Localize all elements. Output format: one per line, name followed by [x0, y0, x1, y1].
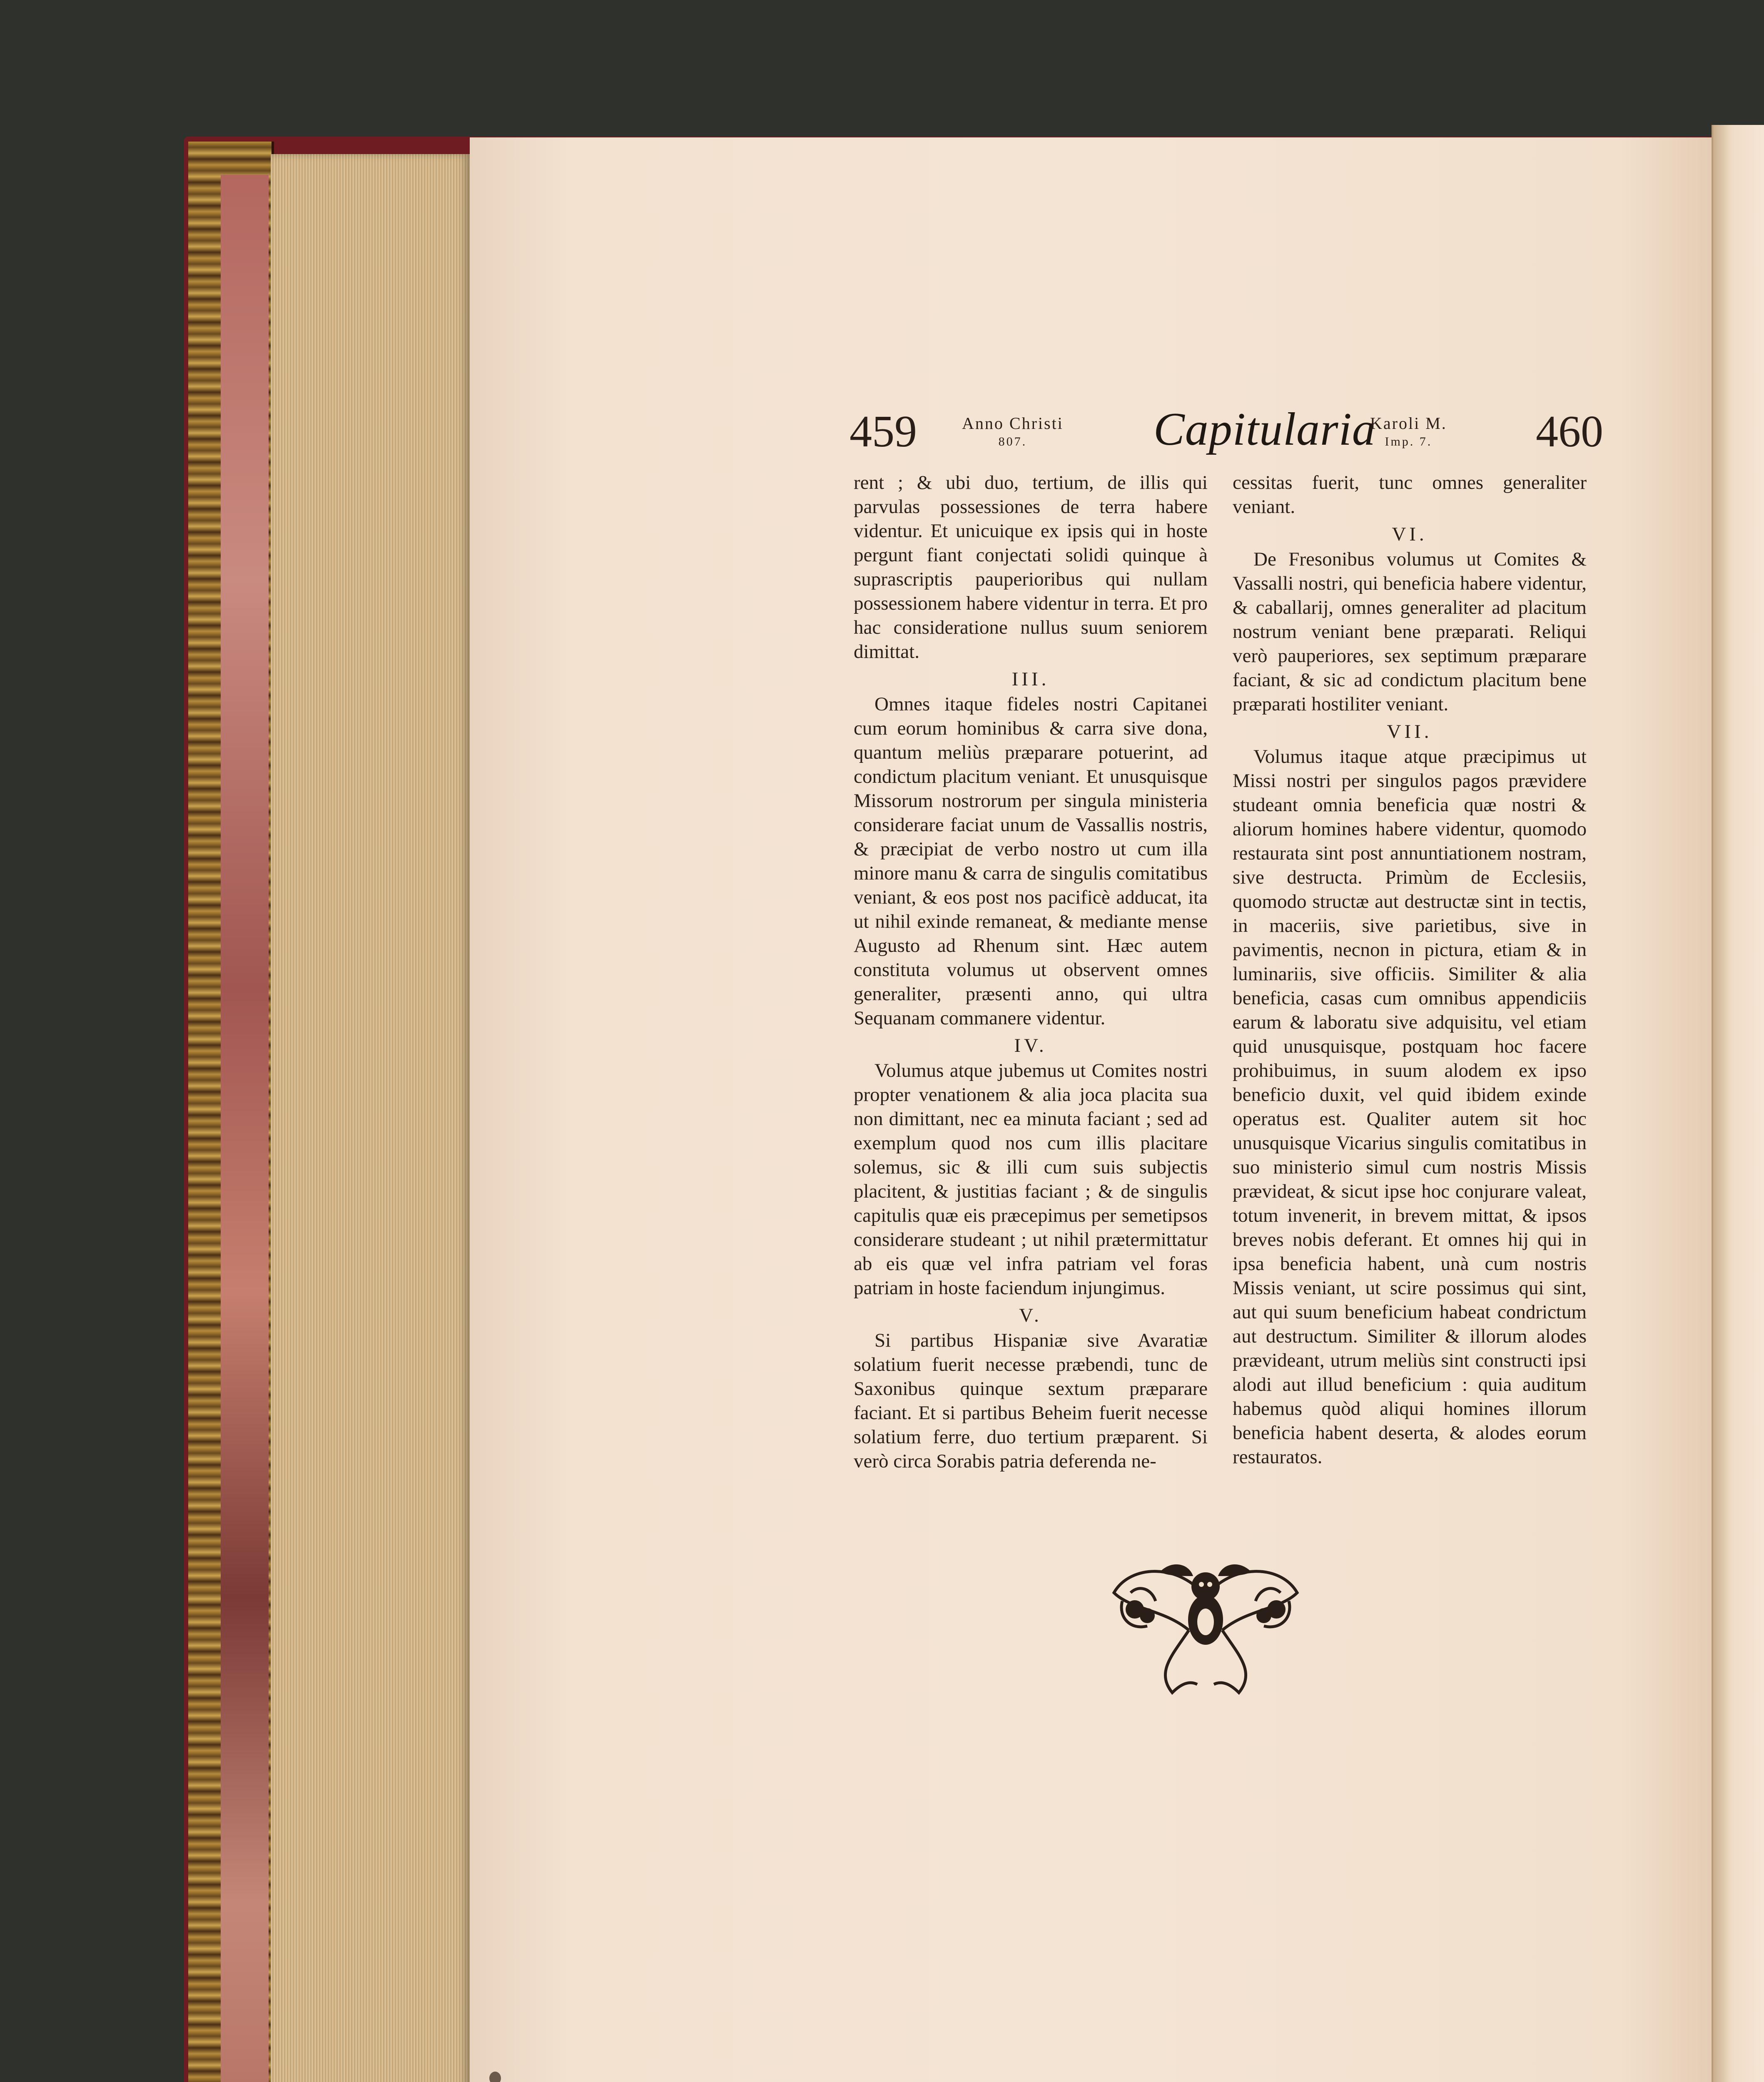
running-header — [850, 403, 1603, 456]
paragraph: rent ; & ubi duo, tertium, de illis qui parvulas possessiones de terra habere videntur. Et unicuique ex ipsis qui in hoste pergunt fiant conjectati solidi quinque à suprascriptis pauperioribus qui nullam possessionem habere videntur in terra. Et pro hac consideratione nullus suum seniorem dimittat. — [854, 472, 1208, 662]
paragraph: Omnes itaque fideles nostri Capitanei cum eorum hominibus & carra sive dona, quantum meliùs præparare potuerint, ad condictum placitum veniant. Et unusquisque Missorum nostrorum per singula ministeria considerare faciat unum de Vassallis nostris, & præcipiat de verbo nostro ut cum illa minore manu & carra de singulis comitatibus veniant, & eos post nos pacificè adducat, ita ut nihil exinde remaneat, & mediante mense Augusto ad Rhenum sint. Hæc autem constituta volumus ut observent omnes generaliter, præsenti anno, qui ultra Sequanam commanere videntur. — [854, 693, 1208, 1029]
page-edges — [271, 154, 470, 2082]
section-heading: III. — [1012, 668, 1050, 690]
section-heading: V. — [1019, 1305, 1042, 1326]
section-heading: VII. — [1387, 721, 1433, 742]
cherub-cornucopia-ornament-icon — [1106, 1547, 1306, 1705]
paragraph: cessitas fuerit, tunc omnes generaliter veniant. — [1233, 472, 1587, 518]
page-blemish — [489, 2072, 501, 2082]
paragraph: Volumus atque jubemus ut Comites nostri propter venationem & alia joca placita sua non dimittant, nec ea minuta faciant ; sed ad exemplum quod nos cum illis placitare solemus, sic & illi cum suis subjectis placitent, & justitias faciant ; & de singulis capitulis quæ eis præcepimus per semetipsos considerare studeant ; ut nihil prætermittatur ab eis quæ vel infra patriam vel foras patriam in hoste faciendum injungimus. — [854, 1060, 1208, 1299]
paragraph: Volumus itaque atque præcipimus ut Missi nostri per singulos pagos prævidere studeant omnia beneficia quæ nostri & aliorum homines habere videntur, quomodo restaurata sint post annuntiationem nostram, sive destructa. Primùm de Ecclesiis, quomodo structæ aut destructæ sint in tectis, in maceriis, sive parietibus, sive in pavimentis, necnon in pictura, etiam & in luminariis, sive officiis. Similiter & alia beneficia, casas cum omnibus appendiciis earum & laboratu sive adquisitu, vel etiam quid unusquisque, postquam hoc facere prohibuimus, in suum alodem ex ipso beneficio duxit, vel quid ibidem exinde operatus est. Qualiter autem sit hoc unusquisque Vicarius singulis comitatibus in suo ministerio simul cum nostris Missis prævideat, & sicut ipse hoc conjurare valeat, totum invenerit, in brevem mittat, & ipsos breves nobis deferant. Et omnes hij qui in ipsa beneficia habent, unà cum nostris Missis veniant, ut scire possimus qui sint, aut qui suum beneficium habeat condrictum aut destructum. Similiter & illorum alodes prævideant, utrum meliùs sint constructi ipsi alodi aut illud beneficium : quia auditum habemus quòd aliqui homines illorum beneficia habent deserta, & alodes eorum restauratos. — [1233, 746, 1587, 1468]
section-heading: VI. — [1392, 523, 1428, 545]
left-text-column — [854, 471, 1208, 1473]
paragraph: Si partibus Hispaniæ sive Avaratiæ solatium fuerit necesse præbendi, tunc de Saxonibus quinque sextum præparare faciant. Et si partibus Beheim fuerit necesse solatium ferre, duo tertium præparent. Si verò circa Sorabis patria deferenda ne- — [854, 1330, 1208, 1472]
right-page-number: 460 — [1536, 407, 1603, 456]
section-heading: IV. — [1014, 1035, 1047, 1056]
right-running-head: Karoli M. Imp. 7. — [1370, 414, 1447, 448]
left-page-number: 459 — [850, 407, 917, 456]
marbled-endpaper — [221, 175, 269, 2082]
right-text-column — [1233, 471, 1587, 1469]
facing-page-edge — [1712, 125, 1764, 2082]
left-running-head: Anno Christi 807. — [962, 414, 1064, 448]
page-title: Capitularia — [1154, 403, 1376, 455]
paragraph: De Fresonibus volumus ut Comites & Vassalli nostri, qui beneficia habere videntur, & caballarij, omnes generaliter ad placitum nostrum veniant bene præparati. Reliqui verò pauperiores, sex septimum præparare faciant, & sic ad condictum placitum bene præparati hostiliter veniant. — [1233, 548, 1587, 715]
